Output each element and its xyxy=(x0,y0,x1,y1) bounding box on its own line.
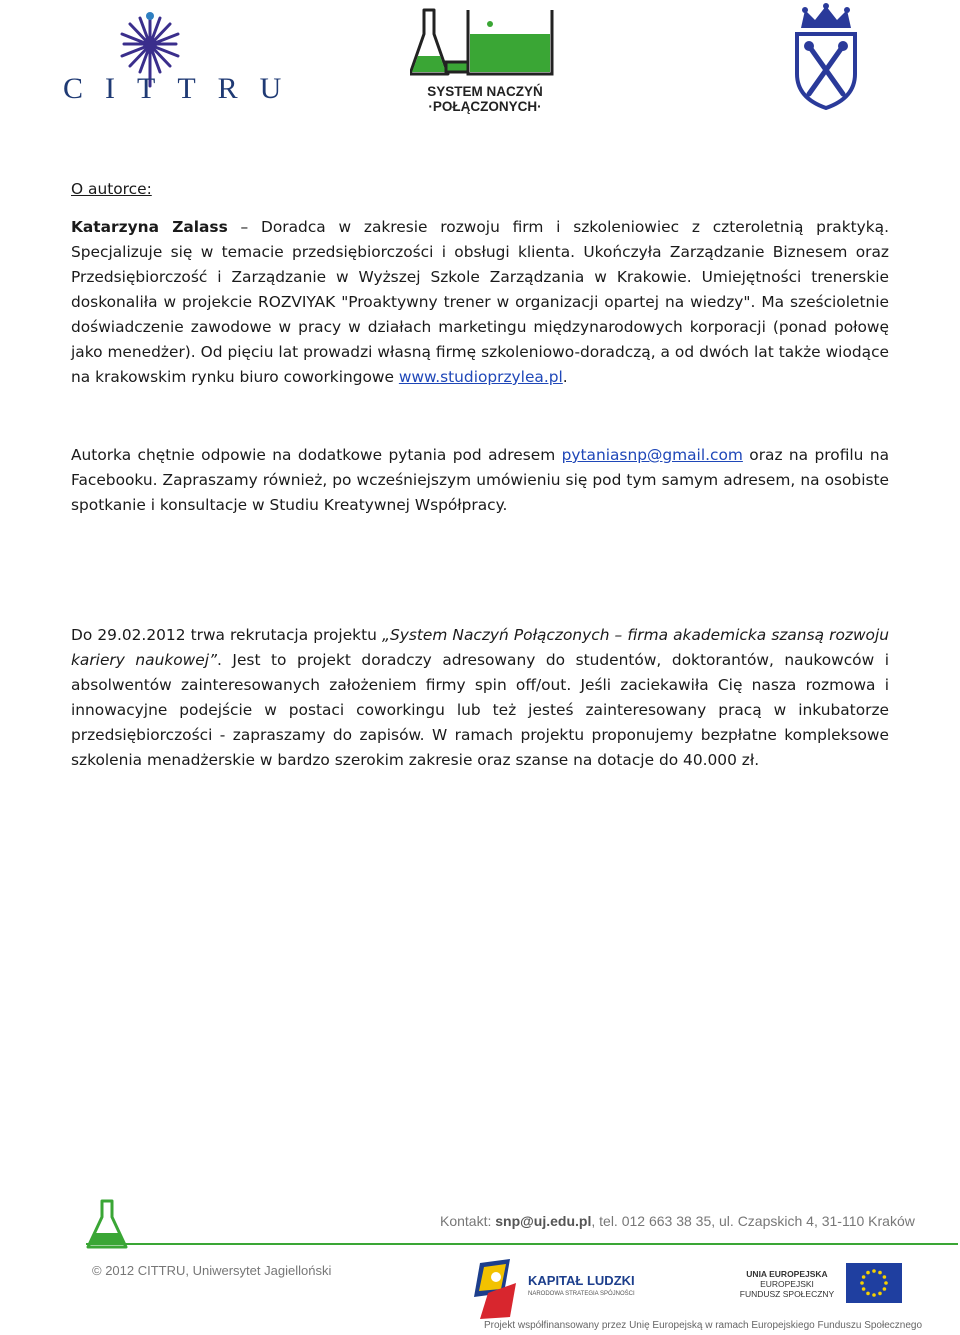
recruitment-text-start: Do 29.02.2012 trwa rekrutacja projektu xyxy=(71,626,382,644)
ue-line1: UNIA EUROPEJSKA xyxy=(746,1269,828,1279)
recruitment-paragraph xyxy=(71,623,889,773)
uj-crest-icon xyxy=(793,2,859,110)
author-bio-text: – Doradca w zakresie rozwoju firm i szkoleniowiec z czteroletnią praktyką. Specjalizuje się w temacie przedsiębiorczości i obsługi klienta. Ukończyła Zarządzanie Biznesem oraz Przedsiębiorczość i Zarządzanie w Wyższej Szkole Zarządzania w Krakowie. Umiejętności trenerskie doskonaliła w projekcie ROZVIYAK "Proaktywny trener w organizacji opartej na wiedzy". Ma sześcioletnie doświadczenie zawodowe w pracy w działach marketingu międzynarodowych korporacji (ponad połowę jako menedżer). Od pięciu lat prowadzi własną firmę szkoleniowo-doradczą, a od dwóch lat także wiodące na krakowskim rynku biuro coworkingowe xyxy=(71,218,889,386)
ue-line3: FUNDUSZ SPOŁECZNY xyxy=(739,1289,835,1299)
page-footer xyxy=(0,1195,960,1335)
contact-paragraph xyxy=(71,443,889,518)
footer-divider xyxy=(86,1243,958,1245)
about-author-heading: O autorce: xyxy=(71,180,152,198)
contact-email[interactable]: snp@uj.edu.pl xyxy=(495,1213,592,1229)
kapital-ludzki-logo xyxy=(470,1253,670,1323)
project-title: „System Naczyń Połączonych – firma akademicka szansą rozwoju kariery naukowej” xyxy=(71,626,889,669)
eu-flag-icon xyxy=(846,1263,902,1303)
contact-text-start: Autorka chętnie odpowie na dodatkowe pytania pod adresem xyxy=(71,446,562,464)
snp-title-line2: ·POŁĄCZONYCH· xyxy=(428,99,542,114)
document-body xyxy=(71,177,889,773)
recruitment-text-end: . Jest to projekt doradczy adresowany do studentów, doktorantów, naukowców i absolwentów zainteresowanych założeniem firmy spin off/out. Jeśli zaciekawiła Cię nasza rozmowa i innowacyjne podejście w postaci coworkingu lub też jesteś zainteresowany pracą w inkubatorze przedsiębiorczości - zapraszamy do zapisów. W ramach projektu proponujemy bezpłatne kompleksowe szkolenia menadżerskie w bardzo szerokim zakresie oraz szanse na dotacje do 40.000 zł. xyxy=(71,651,889,769)
author-bio-paragraph xyxy=(71,215,889,390)
eu-logo xyxy=(732,1259,910,1319)
contact-label: Kontakt: xyxy=(440,1213,496,1229)
copyright-text: © 2012 CITTRU, Uniwersytet Jagielloński xyxy=(92,1263,332,1278)
website-link[interactable]: www.studioprzylea.pl xyxy=(398,368,563,386)
cittru-logo xyxy=(55,8,304,108)
snp-title-line1: SYSTEM NACZYŃ xyxy=(427,84,543,99)
contact-details: , tel. 012 663 38 35, ul. Czapskich 4, 31-110 Kraków xyxy=(591,1213,915,1229)
author-bio-end: . xyxy=(562,368,568,386)
ue-line2: EUROPEJSKI xyxy=(760,1279,814,1289)
flask-icon xyxy=(410,4,560,84)
email-link[interactable]: pytaniasnp@gmail.com xyxy=(561,446,743,464)
author-name: Katarzyna Zalass xyxy=(71,218,228,236)
contact-text-end: oraz na profilu na Facebooku. Zapraszamy również, po wcześniejszym umówieniu się pod tym samym adresem, na osobiste spotkanie i konsultacje w Studiu Kreatywnej Współpracy. xyxy=(71,446,890,514)
eu-cofinancing-note: Projekt współfinansowany przez Unię Europejską w ramach Europejskiego Funduszu Społecznego xyxy=(484,1320,923,1331)
page-header xyxy=(0,0,960,120)
kapital-ludzki-icon xyxy=(474,1259,516,1319)
cittru-wordmark: CITTRU xyxy=(63,72,304,105)
snp-logo xyxy=(410,4,560,116)
kl-title: KAPITAŁ LUDZKI xyxy=(528,1273,635,1288)
kl-subtitle: NARODOWA STRATEGIA SPÓJNOŚCI xyxy=(528,1291,635,1297)
footer-contact xyxy=(440,1213,915,1229)
